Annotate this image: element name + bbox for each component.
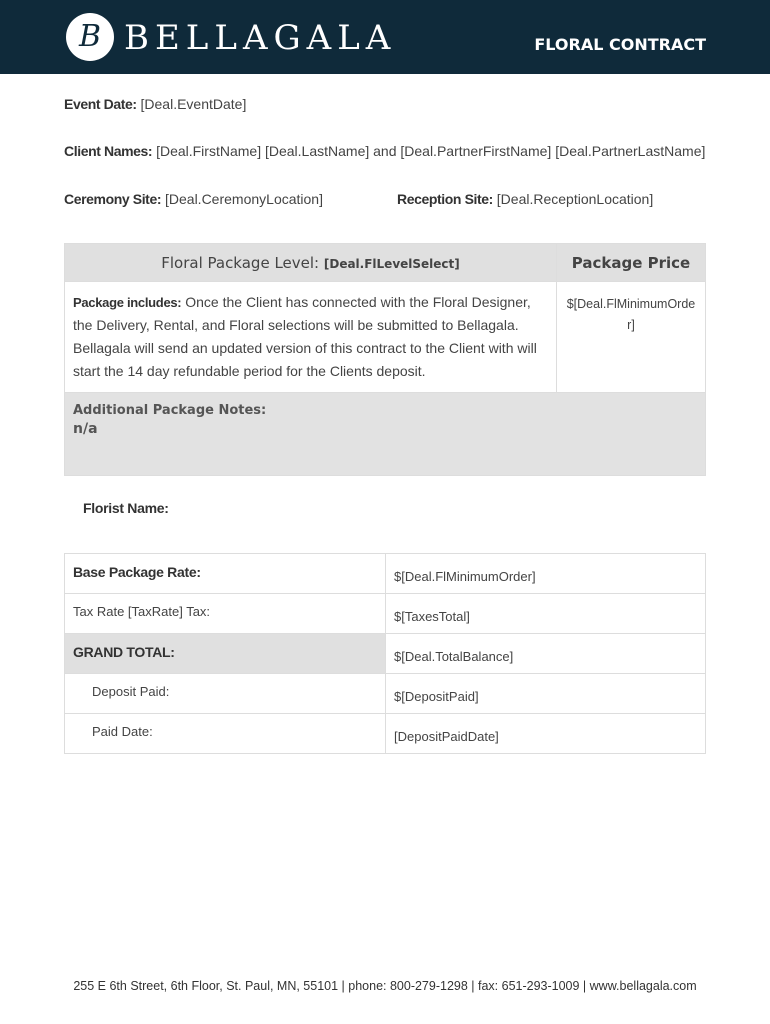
event-date-label: Event Date:: [64, 96, 137, 112]
logo-icon: B: [66, 13, 114, 61]
footer-contact: 255 E 6th Street, 6th Floor, St. Paul, MN, 55101 | phone: 800-279-1298 | fax: 651-293-1009 | www.bellagala.com: [73, 979, 697, 993]
totals-table: [64, 553, 706, 754]
table-row: [65, 674, 706, 714]
paid-date-label: Paid Date:: [65, 714, 386, 754]
base-rate-value: $[Deal.FlMinimumOrder]: [386, 554, 706, 594]
header-bar: [0, 0, 770, 74]
ceremony-site-field: [64, 191, 323, 207]
table-row: [65, 554, 706, 594]
package-table: [64, 243, 706, 476]
paid-date-value: [DepositPaidDate]: [386, 714, 706, 754]
florist-name-label: Florist Name:: [83, 500, 169, 516]
package-price-value: $[Deal.FlMinimumOrder]: [557, 282, 706, 393]
grand-total-label: GRAND TOTAL:: [65, 634, 386, 674]
client-names-label: Client Names:: [64, 143, 153, 159]
event-date-value: [Deal.EventDate]: [140, 96, 247, 112]
package-level-value: [Deal.FlLevelSelect]: [323, 256, 460, 271]
base-rate-label: Base Package Rate:: [65, 554, 386, 594]
package-notes-label: Additional Package Notes:: [73, 403, 267, 418]
ceremony-site-value: [Deal.CeremonyLocation]: [165, 191, 323, 207]
reception-site-field: [397, 191, 653, 207]
package-level-header: [65, 244, 557, 282]
reception-site-value: [Deal.ReceptionLocation]: [496, 191, 654, 207]
tax-label: Tax Rate [TaxRate] Tax:: [65, 594, 386, 634]
table-row: [65, 634, 706, 674]
client-names-field: [64, 143, 705, 159]
package-notes-cell: [65, 393, 706, 476]
package-includes-label: Package includes:: [73, 295, 182, 310]
document-title: FLORAL CONTRACT: [534, 35, 706, 54]
ceremony-site-label: Ceremony Site:: [64, 191, 162, 207]
grand-total-value: $[Deal.TotalBalance]: [386, 634, 706, 674]
reception-site-label: Reception Site:: [397, 191, 493, 207]
package-level-label: Floral Package Level:: [161, 253, 320, 272]
table-row: [65, 594, 706, 634]
package-includes-text: Once the Client has connected with the Floral Designer, the Delivery, Rental, and Floral selections will be submitted to Bellagala. Bellagala will send an updated version of this contract to the Client with will start the 14 day refundable period for the Clients deposit.: [73, 294, 537, 379]
brand-name: BELLAGALA: [124, 18, 397, 58]
event-date-field: [64, 96, 246, 112]
deposit-paid-value: $[DepositPaid]: [386, 674, 706, 714]
package-notes-value: n/a: [73, 421, 98, 437]
deposit-paid-label: Deposit Paid:: [65, 674, 386, 714]
client-names-value: [Deal.FirstName] [Deal.LastName] and [Deal.PartnerFirstName] [Deal.PartnerLastName]: [156, 143, 706, 159]
tax-value: $[TaxesTotal]: [386, 594, 706, 634]
package-price-header: Package Price: [557, 244, 706, 282]
table-row: [65, 714, 706, 754]
package-includes-cell: [65, 282, 557, 393]
